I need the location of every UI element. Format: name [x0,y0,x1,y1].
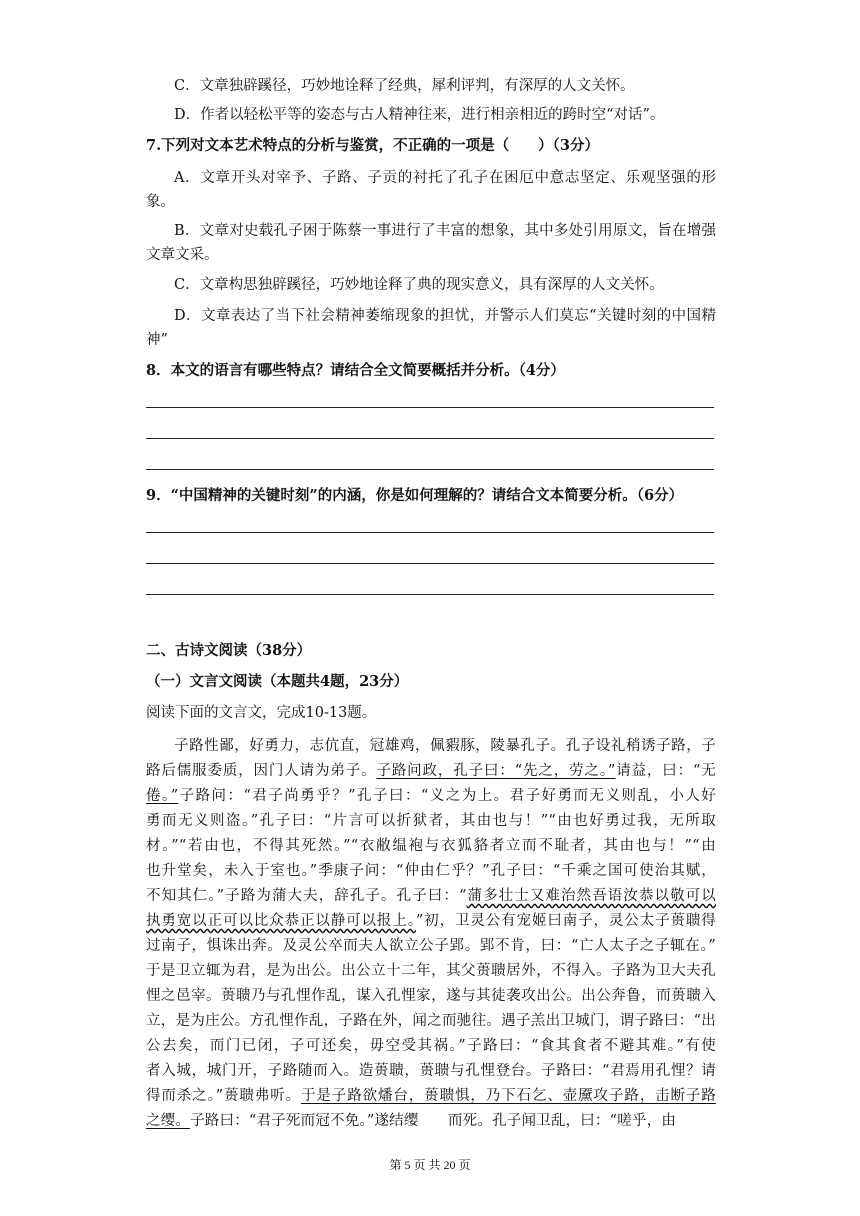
q7-option-d: D．文章表达了当下社会精神萎缩现象的担忧，并警示人们莫忘“关键时刻的中国精神” [146,308,716,348]
q7-option-a: A．文章开头对宰予、子路、子贡的衬托了孔子在困厄中意志坚定、乐观坚强的形象。 [146,170,716,210]
passage-line: 得而杀之。”蒉聩弗听。于是子路欲燔台，蒉聩惧，乃下石乞、壶黡攻子路，击断子路 [146,1088,716,1104]
passage-line: 材。”“若由也，不得其死然。”“衣敝缊袍与衣狐貉者立而不耻者，其由也与！”“由 [146,838,716,854]
passage-line: 立，是为庄公。方孔悝作乱，子路在外，闻之而驰往。遇子羔出卫城门，谓子路曰：“出 [146,1013,716,1029]
passage-line: 倦。”子路问：“君子尚勇乎？”孔子曰：“义之为上。君子好勇而无义则乱，小人好 [146,788,716,804]
passage-line: 不知其仁。”子路为蒲大夫，辞孔子。孔子曰：“蒲多壮士又难治然吾语汝恭以敬可以 [146,888,716,904]
answer-line [146,407,714,408]
answer-line [146,532,714,533]
q6-option-d: D．作者以轻松平等的姿态与古人精神往来，进行相亲相近的跨时空“对话”。 [174,107,665,123]
passage-line: 也升堂矣，未入于室也。”季康子问：“仲由仁乎？”孔子曰：“千乘之国可使治其赋， [146,863,716,879]
answer-line [146,563,714,564]
section-subtitle: （一）文言文阅读（本题共4题，23分） [146,673,409,690]
passage-line: 悝之邑宰。蒉聩乃与孔悝作乱，谋入孔悝家，遂与其徒袭攻出公。出公奔鲁，而蒉聩入 [146,988,716,1004]
q7-stem: 7.下列对文本艺术特点的分析与鉴赏，不正确的一项是（ ）（3分） [146,137,599,154]
underlined-sentence-2: 于是子路欲燔台，蒉聩惧，乃下石乞、壶黡攻子路，击断子路 [301,1088,716,1104]
wavy-underlined-sentence-end: 执勇宽以正可以比众恭正以静可以报上。 [146,913,416,929]
passage-line: 路后儒服委质，因门人请为弟子。子路问政，孔子曰：“先之，劳之。”请益，曰：“无 [146,763,717,779]
q8-stem: 8．本文的语言有哪些特点？请结合全文简要概括并分析。（4分） [146,362,565,379]
passage-line: 执勇宽以正可以比众恭正以静可以报上。”初，卫灵公有宠姬曰南子，灵公太子蒉聩得 [146,913,716,929]
passage-line: 于是卫立辄为君，是为出公。出公立十二年，其父蒉聩居外，不得入。子路为卫大夫孔 [146,963,716,979]
passage-line: 过南子，惧诛出奔。及灵公卒而夫人欲立公子郢。郢不肯，曰：“亡人太子之子辄在。” [146,938,716,954]
wavy-underlined-sentence: 蒲多壮士又难治然吾语汝恭以敬可以 [466,888,716,904]
underlined-sentence-1-end: 倦。” [146,788,179,804]
page-footer: 第 5 页 共 20 页 [389,1158,471,1172]
passage-line: 子路性鄙，好勇力，志伉直，冠雄鸡，佩豭豚，陵暴孔子。孔子设礼稍诱子路，子 [174,738,716,754]
underlined-sentence-2-end: 之缨。 [146,1113,191,1129]
passage-line: 之缨。子路曰：“君子死而冠不免。”遂结缨 而死。孔子闻卫乱，曰：“嗟乎，由 [146,1113,677,1129]
passage-line: 公去矣，而门已闭，子可还矣，毋空受其祸。”子路曰：“食其食者不避其难。”有使 [146,1038,716,1054]
underlined-sentence-1: 子路问政，孔子曰：“先之，劳之。” [376,763,616,779]
q6-option-c: C．文章独辟蹊径，巧妙地诠释了经典，犀利评判，有深厚的人文关怀。 [174,78,635,94]
q7-option-b: B．文章对史载孔子困于陈蔡一事进行了丰富的想象，其中多处引用原文，旨在增强文章文采。 [146,223,716,263]
section-title: 二、古诗文阅读（38分） [146,642,312,659]
q7-option-c: C．文章构思独辟蹊径，巧妙地诠释了典的现实意义，具有深厚的人文关怀。 [174,277,664,293]
passage-line: 勇而无义则盗。”孔子曰：“片言可以折狱者，其由也与！”“由也好勇过我，无所取 [146,813,716,829]
section-instruction: 阅读下面的文言文，完成10-13题。 [146,705,377,721]
answer-line [146,594,714,595]
answer-line [146,469,714,470]
q9-stem: 9．“中国精神的关键时刻”的内涵，你是如何理解的？请结合文本简要分析。（6分） [146,487,684,504]
answer-line [146,438,714,439]
passage-line: 者入城，城门开，子路随而入。造蒉聩，蒉聩与孔悝登台。子路曰：“君焉用孔悝？请 [146,1063,716,1079]
